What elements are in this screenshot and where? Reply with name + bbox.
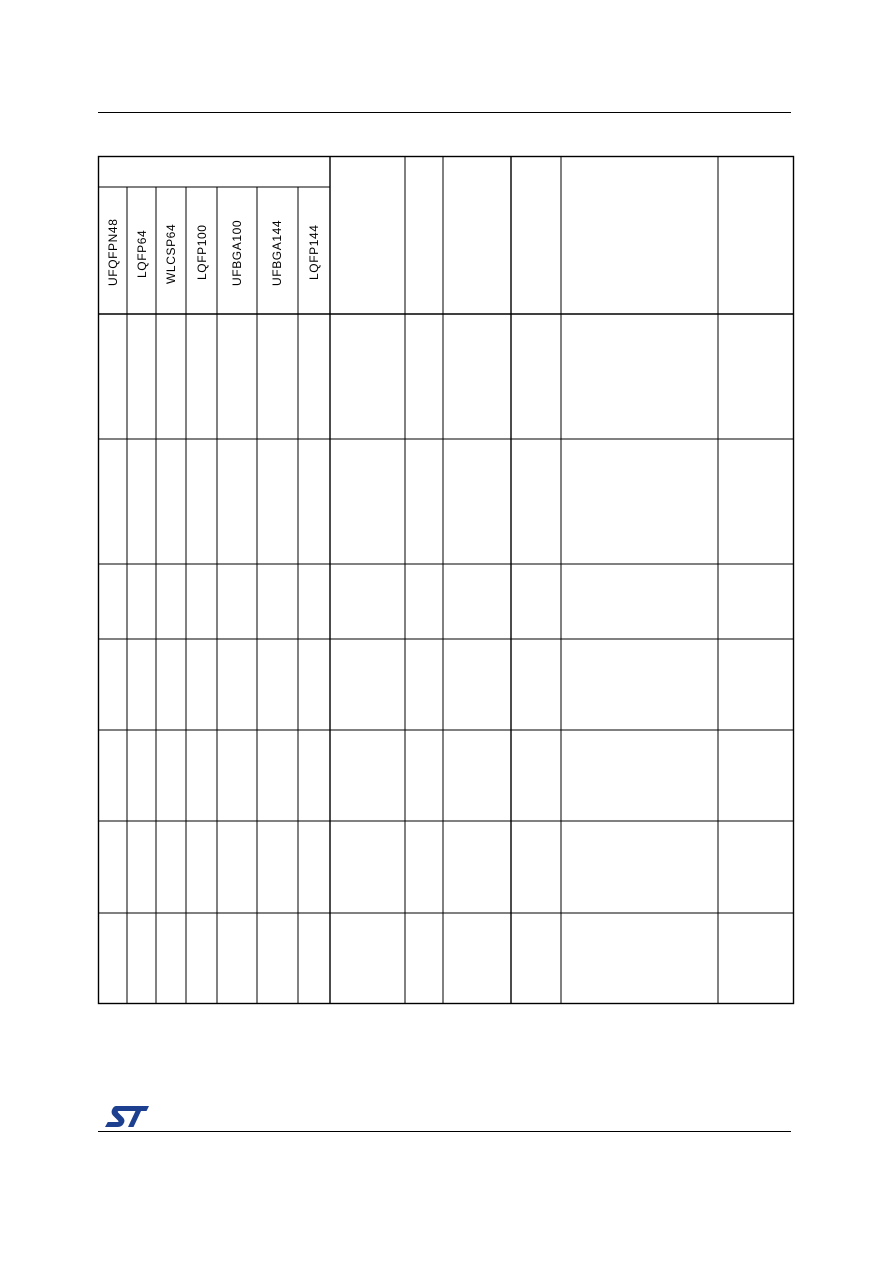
header-ufbga144: UFBGA144 [270,219,284,286]
footer-rule [98,1131,791,1132]
header-lqfp144: LQFP144 [307,224,321,280]
table-grid [98,156,794,1004]
header-wlcsp64: WLCSP64 [164,223,178,284]
st-logo-icon [104,1104,150,1130]
header-ufqfpn48: UFQFPN48 [106,218,120,286]
header-lqfp64: LQFP64 [135,229,149,278]
header-lqfp100: LQFP100 [195,224,209,280]
header-rule [98,112,791,113]
table-border [99,157,794,1004]
header-ufbga100: UFBGA100 [230,219,244,286]
pinout-table [98,156,794,1004]
